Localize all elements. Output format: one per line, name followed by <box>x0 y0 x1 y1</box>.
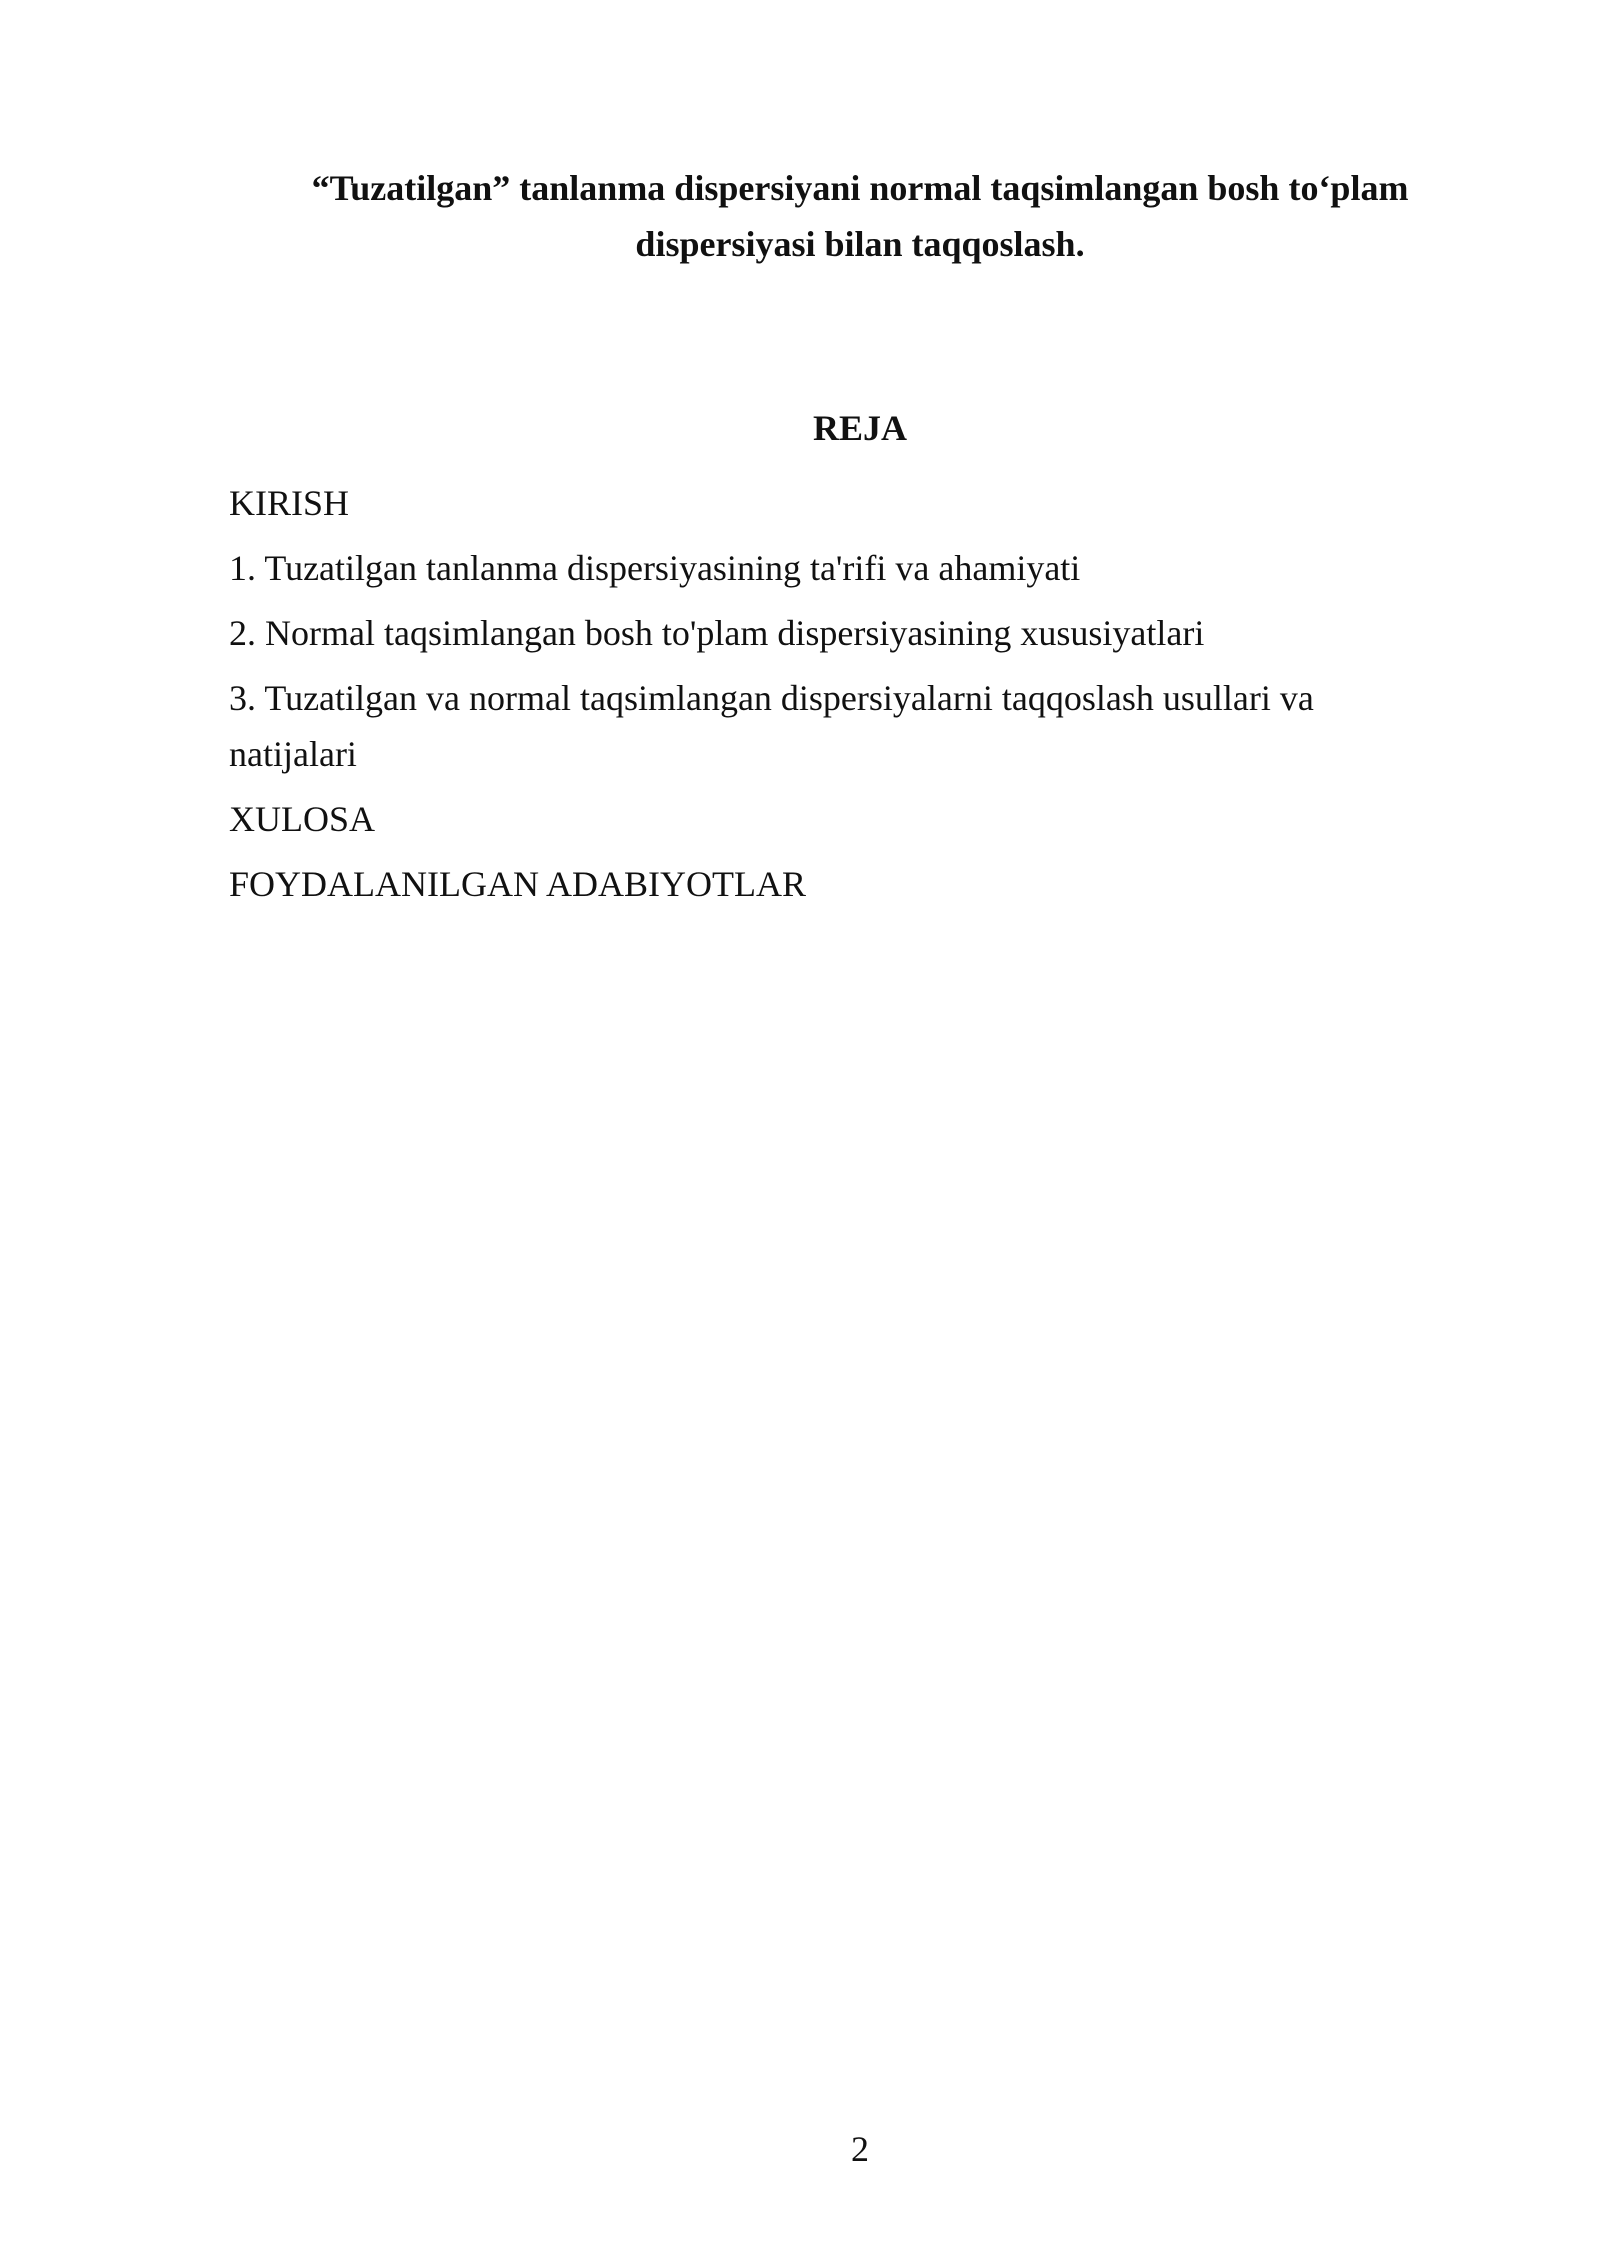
plan-item-references: FOYDALANILGAN ADABIYOTLAR <box>229 864 806 904</box>
document-title: “Tuzatilgan” tanlanma dispersiyani normal taqsimlangan bosh to‘plam dispersiyasi bilan taqqoslash. <box>311 168 1409 264</box>
page-number: 2 <box>851 2129 869 2169</box>
plan-item-introduction: KIRISH <box>229 483 350 523</box>
plan-list <box>229 475 1409 921</box>
plan-item-2: 2. Normal taqsimlangan bosh to'plam dispersiyasining xususiyatlari <box>229 613 1205 653</box>
plan-item-conclusion: XULOSA <box>229 799 376 839</box>
plan-item-1: 1. Tuzatilgan tanlanma dispersiyasining ta'rifi va ahamiyati <box>229 548 1081 588</box>
plan-heading: REJA <box>812 408 907 448</box>
plan-item-3: 3. Tuzatilgan va normal taqsimlangan dispersiyalarni taqqoslash usullari va natijalari <box>229 678 1314 774</box>
